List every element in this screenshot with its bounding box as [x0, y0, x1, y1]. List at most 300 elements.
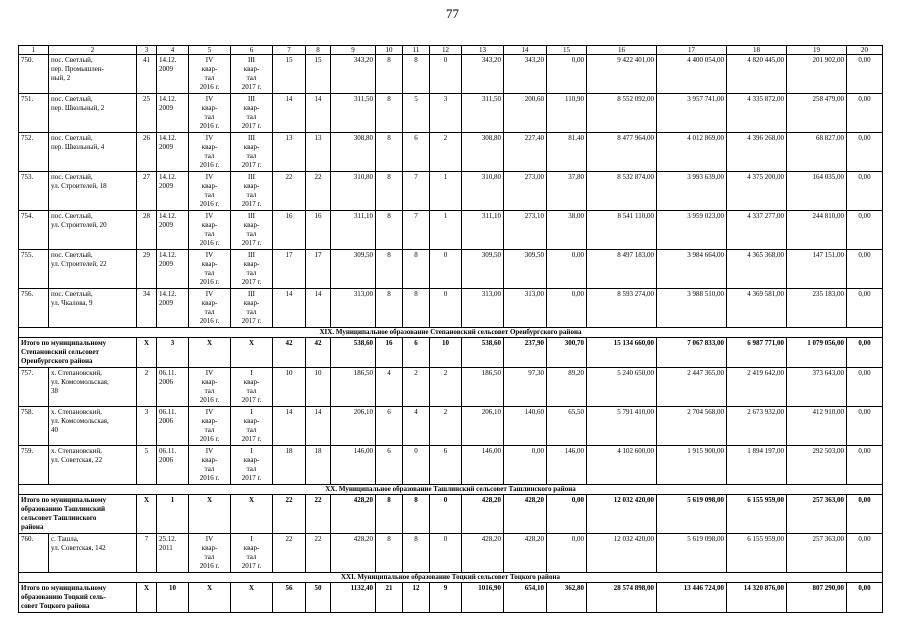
table-cell: 10 [430, 338, 462, 368]
table-cell: 7 [403, 172, 430, 211]
table-cell: 2 [430, 407, 462, 446]
table-cell: 206,10 [462, 407, 504, 446]
table-cell: 750. [19, 55, 49, 94]
column-number-header-row [19, 46, 883, 55]
table-cell: III квар- тал 2017 г. [231, 172, 273, 211]
table-cell: 5 619 098,00 [657, 495, 727, 534]
table-cell: 0,00 [847, 94, 883, 133]
table-cell: 3 957 741,00 [657, 94, 727, 133]
table-cell: X [137, 495, 157, 534]
table-cell: 8 [403, 289, 430, 328]
table-cell: 308,80 [462, 133, 504, 172]
table-cell: 311,50 [462, 94, 504, 133]
table-cell: 0,00 [847, 55, 883, 94]
table-cell: 16 [376, 338, 403, 368]
table-cell: 0,00 [847, 446, 883, 485]
table-row [19, 407, 883, 446]
table-cell: IV квар- тал 2016 г. [189, 534, 231, 573]
table-cell: 654,10 [504, 583, 547, 613]
table-cell: 311,10 [331, 211, 376, 250]
address-cell: пос. Светлый, ул. Чкалова, 9 [49, 289, 137, 328]
table-cell: III квар- тал 2017 г. [231, 289, 273, 328]
table-cell: 0,00 [847, 289, 883, 328]
table-cell: 313,00 [504, 289, 547, 328]
table-cell: 313,00 [462, 289, 504, 328]
table-cell: 3 988 510,00 [657, 289, 727, 328]
table-cell: 14 [273, 289, 306, 328]
table-cell: IV квар- тал 2016 г. [189, 446, 231, 485]
table-cell: 14 [273, 407, 306, 446]
table-cell: IV квар- тал 2016 г. [189, 94, 231, 133]
table-cell: 146,00 [547, 446, 587, 485]
page-number: 77 [446, 6, 459, 21]
table-cell: III квар- тал 2017 г. [231, 211, 273, 250]
column-number-header: 7 [273, 46, 306, 55]
table-cell: 1 [430, 172, 462, 211]
table-cell: 428,20 [331, 534, 376, 573]
table-cell: 12 032 420,00 [587, 534, 657, 573]
address-cell: пос. Светлый, пер. Школьный, 2 [49, 94, 137, 133]
table-cell: 6 [430, 446, 462, 485]
table-cell: 6 987 771,00 [727, 338, 787, 368]
table-cell: X [189, 338, 231, 368]
table-cell: 343,20 [504, 55, 547, 94]
column-number-header: 8 [306, 46, 331, 55]
table-cell: 15 [306, 55, 331, 94]
table-cell: 428,20 [462, 495, 504, 534]
subtotal-row [19, 495, 883, 534]
column-number-header: 10 [376, 46, 403, 55]
table-cell: 13 [273, 133, 306, 172]
table-cell: 2 419 642,00 [727, 368, 787, 407]
table-cell: 28 [137, 211, 157, 250]
column-number-header: 11 [403, 46, 430, 55]
address-cell: х. Степановский, ул. Комсомольская, 40 [49, 407, 137, 446]
table-cell: 0,00 [847, 534, 883, 573]
table-cell: 0,00 [847, 495, 883, 534]
table-cell: 5 [137, 446, 157, 485]
table-cell: 81,40 [547, 133, 587, 172]
table-cell: 2 673 932,00 [727, 407, 787, 446]
table-row [19, 289, 883, 328]
section-heading-row [19, 485, 883, 495]
table-cell: 311,50 [331, 94, 376, 133]
table-cell: X [189, 495, 231, 534]
table-cell: 4 102 600,00 [587, 446, 657, 485]
table-cell: 8 [376, 55, 403, 94]
table-cell: 755. [19, 250, 49, 289]
table-cell: 6 155 959,00 [727, 534, 787, 573]
table-row [19, 133, 883, 172]
table-cell: 10 [273, 368, 306, 407]
subtotal-label: Итого по муниципальному образованию Ташлинский сельсовет Ташлинского района [19, 495, 137, 534]
subtotal-label: Итого по муниципальному образованию Тоцкий сель- совет Тоцкого района [19, 583, 137, 613]
column-number-header: 16 [587, 46, 657, 55]
table-cell: 13 446 724,00 [657, 583, 727, 613]
table-row [19, 534, 883, 573]
table-cell: 273,00 [504, 172, 547, 211]
table-cell: 3 [157, 338, 189, 368]
table-cell: IV квар- тал 2016 г. [189, 211, 231, 250]
table-cell: 6 [403, 133, 430, 172]
table-row [19, 446, 883, 485]
table-cell: 758. [19, 407, 49, 446]
table-cell: 42 [306, 338, 331, 368]
table-cell: 65,50 [547, 407, 587, 446]
table-cell: 3 984 664,00 [657, 250, 727, 289]
table-cell: 313,00 [331, 289, 376, 328]
table-cell: 8 541 110,00 [587, 211, 657, 250]
table-cell: 16 [306, 211, 331, 250]
table-cell: 257 363,00 [787, 495, 847, 534]
table-cell: 428,20 [504, 534, 547, 573]
table-body [19, 46, 883, 613]
table-cell: 206,10 [331, 407, 376, 446]
table-cell: 538,60 [462, 338, 504, 368]
table-cell: III квар- тал 2017 г. [231, 55, 273, 94]
address-cell: пос. Светлый, пер. Школьный, 4 [49, 133, 137, 172]
table-cell: 8 [376, 211, 403, 250]
table-cell: 0,00 [847, 583, 883, 613]
table-cell: 4 375 200,00 [727, 172, 787, 211]
table-cell: 4 400 054,00 [657, 55, 727, 94]
table-cell: 14 [273, 94, 306, 133]
table-cell: 258 479,00 [787, 94, 847, 133]
table-cell: 0,00 [547, 495, 587, 534]
table-cell: 37,80 [547, 172, 587, 211]
table-cell: 8 [376, 94, 403, 133]
table-cell: 807 290,00 [787, 583, 847, 613]
table-cell: 8 [376, 289, 403, 328]
table-cell: X [137, 338, 157, 368]
table-cell: 757. [19, 368, 49, 407]
table-cell: 756. [19, 289, 49, 328]
table-cell: 0 [430, 250, 462, 289]
table-cell: X [189, 583, 231, 613]
table-cell: 428,20 [331, 495, 376, 534]
table-cell: 343,20 [462, 55, 504, 94]
table-cell: 06.11. 2006 [157, 446, 189, 485]
address-cell: пос. Светлый, ул. Строителей, 22 [49, 250, 137, 289]
table-cell: 186,50 [331, 368, 376, 407]
table-cell: 8 [376, 133, 403, 172]
table-cell: 538,60 [331, 338, 376, 368]
table-cell: 310,80 [331, 172, 376, 211]
table-cell: 4 396 268,00 [727, 133, 787, 172]
table-cell: 0 [430, 289, 462, 328]
table-cell: 6 [403, 338, 430, 368]
table-cell: 06.11. 2006 [157, 407, 189, 446]
table-cell: X [231, 495, 273, 534]
table-cell: 27 [137, 172, 157, 211]
table-cell: 6 155 959,00 [727, 495, 787, 534]
table-cell: 235 183,00 [787, 289, 847, 328]
table-cell: 2 [403, 368, 430, 407]
table-cell: 3 [430, 94, 462, 133]
table-cell: 38,00 [547, 211, 587, 250]
table-cell: 310,80 [462, 172, 504, 211]
column-number-header: 6 [231, 46, 273, 55]
table-cell: 15 134 660,00 [587, 338, 657, 368]
table-cell: 68 827,00 [787, 133, 847, 172]
column-number-header: 17 [657, 46, 727, 55]
table-row [19, 55, 883, 94]
table-cell: 7 067 833,00 [657, 338, 727, 368]
table-cell: 4 365 368,00 [727, 250, 787, 289]
table-cell: 29 [137, 250, 157, 289]
table-cell: 17 [306, 250, 331, 289]
table-cell: 373 643,00 [787, 368, 847, 407]
table-cell: 26 [137, 133, 157, 172]
table-cell: 12 [403, 583, 430, 613]
table-cell: 0,00 [847, 250, 883, 289]
table-cell: 8 [403, 495, 430, 534]
column-number-header: 13 [462, 46, 504, 55]
table-cell: 10 [306, 368, 331, 407]
table-cell: 257 363,00 [787, 534, 847, 573]
table-cell: 1132,40 [331, 583, 376, 613]
table-cell: 309,50 [331, 250, 376, 289]
table-cell: 4 369 581,00 [727, 289, 787, 328]
table-cell: 6 [376, 446, 403, 485]
table-cell: 292 503,00 [787, 446, 847, 485]
column-number-header: 12 [430, 46, 462, 55]
housing-program-table [18, 45, 883, 613]
column-number-header: 3 [137, 46, 157, 55]
table-cell: 2 [430, 133, 462, 172]
table-cell: III квар- тал 2017 г. [231, 133, 273, 172]
table-cell: 237,90 [504, 338, 547, 368]
table-cell: 50 [306, 583, 331, 613]
table-cell: 12 032 420,00 [587, 495, 657, 534]
table-cell: IV квар- тал 2016 г. [189, 55, 231, 94]
table-row [19, 250, 883, 289]
table-row [19, 94, 883, 133]
table-cell: 0,00 [847, 338, 883, 368]
table-cell: 309,50 [462, 250, 504, 289]
section-heading-row [19, 573, 883, 583]
subtotal-row [19, 338, 883, 368]
table-cell: 56 [273, 583, 306, 613]
table-cell: 1 [430, 211, 462, 250]
table-cell: 308,80 [331, 133, 376, 172]
table-cell: 0,00 [547, 55, 587, 94]
section-heading: XXI. Муниципальное образование Тоцкий сельсовет Тоцкого района [19, 573, 883, 583]
table-cell: IV квар- тал 2016 г. [189, 250, 231, 289]
table-cell: 18 [273, 446, 306, 485]
table-cell: 34 [137, 289, 157, 328]
table-cell: 16 [273, 211, 306, 250]
table-cell: 1 [157, 495, 189, 534]
table-cell: I квар- тал 2017 г. [231, 407, 273, 446]
table-cell: 309,50 [504, 250, 547, 289]
column-number-header: 15 [547, 46, 587, 55]
table-cell: 311,10 [462, 211, 504, 250]
table-cell: I квар- тал 2017 г. [231, 446, 273, 485]
table-cell: 28 574 898,00 [587, 583, 657, 613]
table-cell: 5 791 410,00 [587, 407, 657, 446]
table-cell: 89,20 [547, 368, 587, 407]
table-cell: 14.12. 2009 [157, 289, 189, 328]
section-heading: XX. Муниципальное образование Ташлинский сельсовет Ташлинского района [19, 485, 883, 495]
table-cell: 4 820 445,00 [727, 55, 787, 94]
table-cell: 0,00 [547, 250, 587, 289]
table-cell: 14 320 876,00 [727, 583, 787, 613]
address-cell: с. Ташла, ул. Советская, 142 [49, 534, 137, 573]
table-cell: 146,00 [331, 446, 376, 485]
table-cell: 760. [19, 534, 49, 573]
table-cell: 0 [430, 534, 462, 573]
table-cell: 8 497 183,00 [587, 250, 657, 289]
table-cell: 4 [376, 368, 403, 407]
table-cell: 343,20 [331, 55, 376, 94]
table-cell: 0 [430, 495, 462, 534]
table-cell: 6 [376, 407, 403, 446]
table-cell: 164 035,00 [787, 172, 847, 211]
table-cell: 186,50 [462, 368, 504, 407]
table-cell: 8 [376, 495, 403, 534]
table-row [19, 211, 883, 250]
table-cell: 9 422 401,00 [587, 55, 657, 94]
table-cell: 8 532 874,00 [587, 172, 657, 211]
column-number-header: 1 [19, 46, 49, 55]
table-cell: 13 [306, 133, 331, 172]
table-cell: IV квар- тал 2016 г. [189, 172, 231, 211]
table-cell: 8 [376, 250, 403, 289]
table-cell: 8 477 964,00 [587, 133, 657, 172]
table-cell: 201 902,00 [787, 55, 847, 94]
table-row [19, 368, 883, 407]
table-cell: 3 [137, 407, 157, 446]
table-cell: 41 [137, 55, 157, 94]
table-cell: 751. [19, 94, 49, 133]
table-cell: 14.12. 2009 [157, 250, 189, 289]
table-cell: 97,30 [504, 368, 547, 407]
table-cell: X [231, 583, 273, 613]
table-cell: 300,70 [547, 338, 587, 368]
table-cell: 5 240 650,00 [587, 368, 657, 407]
table-cell: 2 447 365,00 [657, 368, 727, 407]
address-cell: х. Степановский, ул. Советская, 22 [49, 446, 137, 485]
table-cell: 7 [403, 211, 430, 250]
table-cell: 22 [273, 172, 306, 211]
table-cell: 1 079 056,00 [787, 338, 847, 368]
table-cell: 759. [19, 446, 49, 485]
table-cell: 17 [273, 250, 306, 289]
table-cell: 8 [403, 250, 430, 289]
column-number-header: 9 [331, 46, 376, 55]
table-cell: 25 [137, 94, 157, 133]
table-cell: 0 [430, 55, 462, 94]
table-cell: IV квар- тал 2016 г. [189, 407, 231, 446]
table-cell: 273,10 [504, 211, 547, 250]
table-cell: 0,00 [847, 211, 883, 250]
table-cell: 25.12. 2011 [157, 534, 189, 573]
column-number-header: 18 [727, 46, 787, 55]
table-cell: 428,20 [504, 495, 547, 534]
table-cell: 0,00 [547, 534, 587, 573]
table-cell: 362,80 [547, 583, 587, 613]
section-heading: XIX. Муниципальное образование Степановский сельсовет Оренбургского района [19, 328, 883, 338]
address-cell: пос. Светлый, ул. Строителей, 18 [49, 172, 137, 211]
table-cell: 18 [306, 446, 331, 485]
table-cell: 0,00 [847, 172, 883, 211]
table-cell: 0,00 [547, 289, 587, 328]
table-cell: 244 810,00 [787, 211, 847, 250]
table-cell: 8 [376, 534, 403, 573]
table-cell: 7 [137, 534, 157, 573]
table-cell: 3 993 639,00 [657, 172, 727, 211]
table-cell: 0,00 [847, 368, 883, 407]
table-cell: 753. [19, 172, 49, 211]
table-cell: 14.12. 2009 [157, 133, 189, 172]
table-cell: 42 [273, 338, 306, 368]
table-cell: IV квар- тал 2016 г. [189, 289, 231, 328]
table-cell: 0,00 [847, 133, 883, 172]
table-cell: 14.12. 2009 [157, 55, 189, 94]
table-cell: 0 [403, 446, 430, 485]
table-cell: 3 959 023,00 [657, 211, 727, 250]
table-cell: 2 [137, 368, 157, 407]
table-cell: 06.11. 2006 [157, 368, 189, 407]
table-cell: 752. [19, 133, 49, 172]
table-cell: 147 151,00 [787, 250, 847, 289]
table-cell: X [231, 338, 273, 368]
table-cell: 14.12. 2009 [157, 211, 189, 250]
column-number-header: 5 [189, 46, 231, 55]
table-cell: 110,90 [547, 94, 587, 133]
column-number-header: 4 [157, 46, 189, 55]
table-cell: IV квар- тал 2016 г. [189, 133, 231, 172]
table-cell: 428,20 [462, 534, 504, 573]
table-cell: I квар- тал 2017 г. [231, 534, 273, 573]
table-cell: 22 [306, 534, 331, 573]
table-cell: 4 335 872,00 [727, 94, 787, 133]
table-cell: 22 [273, 534, 306, 573]
table-cell: 8 552 092,00 [587, 94, 657, 133]
table-cell: 14.12. 2009 [157, 172, 189, 211]
table-row [19, 172, 883, 211]
table-cell: I квар- тал 2017 г. [231, 368, 273, 407]
table-cell: 146,00 [462, 446, 504, 485]
table-cell: 5 [403, 94, 430, 133]
table-cell: 140,60 [504, 407, 547, 446]
table-cell: 2 [430, 368, 462, 407]
table-cell: 22 [306, 172, 331, 211]
table-cell: 0,00 [504, 446, 547, 485]
table-cell: 14 [306, 289, 331, 328]
column-number-header: 14 [504, 46, 547, 55]
address-cell: х. Степановский, ул. Комсомольская, 38 [49, 368, 137, 407]
table-cell: 8 [403, 55, 430, 94]
table-cell: 14.12. 2009 [157, 94, 189, 133]
table-cell: 8 [376, 172, 403, 211]
table-cell: 412 910,00 [787, 407, 847, 446]
table-cell: 5 619 098,00 [657, 534, 727, 573]
section-heading-row [19, 328, 883, 338]
table-cell: 8 [403, 534, 430, 573]
table-cell: 0,00 [847, 407, 883, 446]
address-cell: пос. Светлый, пер. Промышлен- ный, 2 [49, 55, 137, 94]
table-cell: 4 012 869,00 [657, 133, 727, 172]
table-cell: 4 [403, 407, 430, 446]
table-cell: 1016,90 [462, 583, 504, 613]
table-cell: 8 593 274,00 [587, 289, 657, 328]
table-cell: 4 337 277,00 [727, 211, 787, 250]
column-number-header: 20 [847, 46, 883, 55]
subtotal-label: Итого по муниципальному Степановский сельсовет Оренбургского района [19, 338, 137, 368]
table-cell: 200,60 [504, 94, 547, 133]
